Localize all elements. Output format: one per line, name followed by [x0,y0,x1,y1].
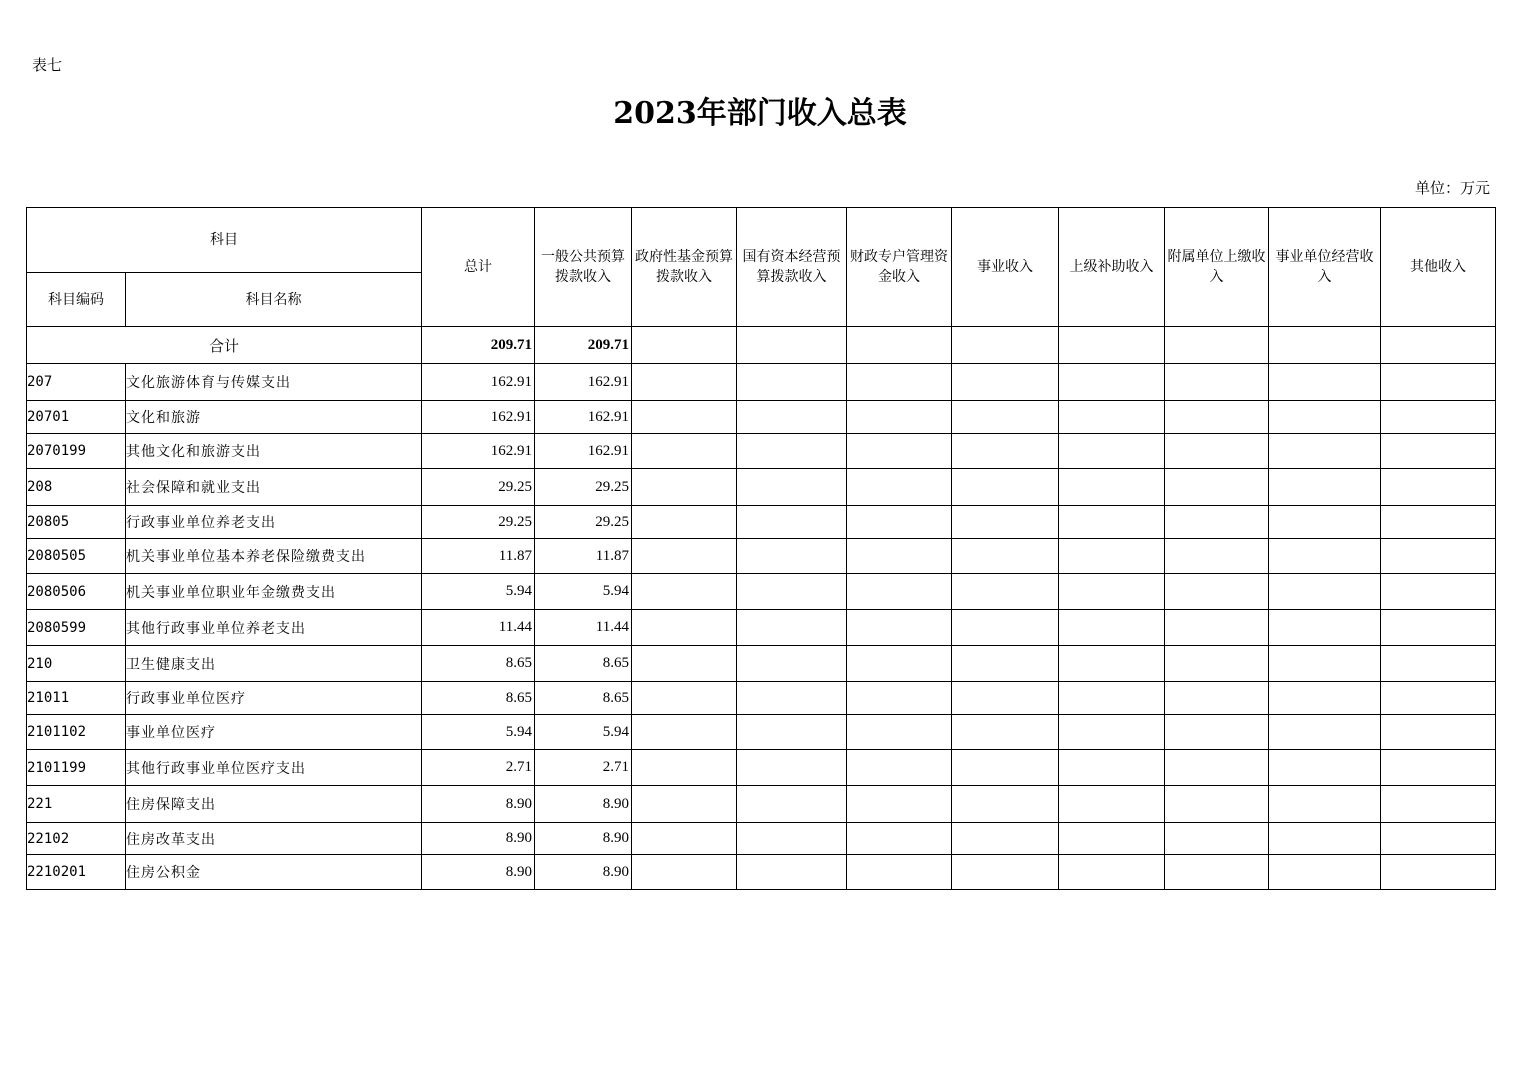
empty-cell [1059,610,1165,646]
empty-cell [952,469,1059,506]
table-body [27,327,1496,890]
header-business-income: 事业收入 [952,208,1059,327]
empty-cell [1269,574,1381,610]
empty-cell [1165,855,1269,890]
row-name: 行政事业单位养老支出 [126,506,422,539]
row-code: 2070199 [27,434,126,469]
empty-cell [1269,327,1381,364]
empty-cell [1269,539,1381,574]
row-name: 卫生健康支出 [126,646,422,682]
empty-cell [952,786,1059,823]
row-general-budget: 29.25 [535,469,632,506]
row-code: 2080599 [27,610,126,646]
row-name: 机关事业单位基本养老保险缴费支出 [126,539,422,574]
row-general-budget: 2.71 [535,750,632,786]
row-total: 11.87 [422,539,535,574]
empty-cell [1269,682,1381,715]
empty-cell [632,750,737,786]
table-row [27,682,1496,715]
empty-cell [737,646,847,682]
empty-cell [1165,786,1269,823]
row-general-budget: 162.91 [535,434,632,469]
empty-cell [847,610,952,646]
total-label: 合计 [27,327,422,364]
empty-cell [847,750,952,786]
empty-cell [847,506,952,539]
row-total: 2.71 [422,750,535,786]
empty-cell [847,574,952,610]
empty-cell [1269,401,1381,434]
empty-cell [632,434,737,469]
empty-cell [1059,469,1165,506]
empty-cell [1381,823,1496,855]
empty-cell [1165,646,1269,682]
empty-cell [1059,327,1165,364]
row-total: 8.90 [422,823,535,855]
empty-cell [1059,823,1165,855]
empty-cell [847,364,952,401]
header-general-budget: 一般公共预算拨款收入 [535,208,632,327]
header-special-account: 财政专户管理资金收入 [847,208,952,327]
empty-cell [847,539,952,574]
empty-cell [737,539,847,574]
empty-cell [737,469,847,506]
table-row [27,469,1496,506]
empty-cell [632,682,737,715]
empty-cell [1059,715,1165,750]
empty-cell [1165,401,1269,434]
row-total: 8.65 [422,682,535,715]
row-name: 事业单位医疗 [126,715,422,750]
empty-cell [1165,434,1269,469]
empty-cell [1381,786,1496,823]
empty-cell [1059,855,1165,890]
empty-cell [1269,469,1381,506]
empty-cell [1059,539,1165,574]
empty-cell [737,823,847,855]
empty-cell [1165,750,1269,786]
header-other-income: 其他收入 [1381,208,1496,327]
empty-cell [737,327,847,364]
row-total: 29.25 [422,506,535,539]
empty-cell [1059,750,1165,786]
empty-cell [1165,327,1269,364]
empty-cell [1381,327,1496,364]
header-total: 总计 [422,208,535,327]
header-subject-name: 科目名称 [126,273,422,327]
total-amount: 209.71 [422,327,535,364]
empty-cell [847,469,952,506]
empty-cell [1381,646,1496,682]
header-gov-fund: 政府性基金预算拨款收入 [632,208,737,327]
table-row [27,823,1496,855]
empty-cell [952,855,1059,890]
empty-cell [1269,646,1381,682]
row-general-budget: 11.44 [535,610,632,646]
empty-cell [737,750,847,786]
row-code: 2210201 [27,855,126,890]
empty-cell [1269,823,1381,855]
empty-cell [1381,715,1496,750]
empty-cell [1059,364,1165,401]
empty-cell [632,823,737,855]
table-row [27,434,1496,469]
row-general-budget: 29.25 [535,506,632,539]
table-row [27,610,1496,646]
empty-cell [847,682,952,715]
row-total: 162.91 [422,401,535,434]
table-row [27,786,1496,823]
empty-cell [952,574,1059,610]
row-name: 其他行政事业单位养老支出 [126,610,422,646]
empty-cell [632,786,737,823]
empty-cell [1381,855,1496,890]
row-general-budget: 162.91 [535,364,632,401]
total-general-budget: 209.71 [535,327,632,364]
income-table [26,207,1496,890]
empty-cell [737,610,847,646]
empty-cell [1059,401,1165,434]
empty-cell [1381,539,1496,574]
row-total: 29.25 [422,469,535,506]
row-general-budget: 8.65 [535,646,632,682]
table-row [27,364,1496,401]
empty-cell [1269,434,1381,469]
empty-cell [952,610,1059,646]
row-general-budget: 8.65 [535,682,632,715]
empty-cell [632,401,737,434]
row-code: 21011 [27,682,126,715]
table-row [27,401,1496,434]
row-general-budget: 5.94 [535,574,632,610]
table-row [27,539,1496,574]
row-code: 2101199 [27,750,126,786]
row-name: 其他文化和旅游支出 [126,434,422,469]
empty-cell [1269,750,1381,786]
row-total: 8.65 [422,646,535,682]
header-state-capital: 国有资本经营预算拨款收入 [737,208,847,327]
empty-cell [847,327,952,364]
header-operating-income: 事业单位经营收入 [1269,208,1381,327]
row-name: 社会保障和就业支出 [126,469,422,506]
empty-cell [632,574,737,610]
empty-cell [847,855,952,890]
empty-cell [737,855,847,890]
empty-cell [737,506,847,539]
row-name: 其他行政事业单位医疗支出 [126,750,422,786]
empty-cell [632,364,737,401]
row-total: 5.94 [422,715,535,750]
empty-cell [1381,364,1496,401]
table-row [27,506,1496,539]
table-number: 表七 [32,56,63,74]
empty-cell [1381,610,1496,646]
empty-cell [952,434,1059,469]
row-name: 机关事业单位职业年金缴费支出 [126,574,422,610]
empty-cell [1381,574,1496,610]
row-general-budget: 162.91 [535,401,632,434]
empty-cell [632,539,737,574]
empty-cell [952,327,1059,364]
empty-cell [632,469,737,506]
empty-cell [1381,682,1496,715]
row-total: 162.91 [422,364,535,401]
total-row [27,327,1496,364]
table-row [27,574,1496,610]
header-subject-code: 科目编码 [27,273,126,327]
row-code: 2080505 [27,539,126,574]
empty-cell [1059,682,1165,715]
row-general-budget: 5.94 [535,715,632,750]
unit-label: 单位：万元 [1414,179,1490,197]
empty-cell [632,327,737,364]
row-name: 行政事业单位医疗 [126,682,422,715]
row-general-budget: 11.87 [535,539,632,574]
empty-cell [952,715,1059,750]
empty-cell [1269,610,1381,646]
empty-cell [1059,646,1165,682]
row-general-budget: 8.90 [535,855,632,890]
empty-cell [737,682,847,715]
empty-cell [632,610,737,646]
empty-cell [1165,823,1269,855]
empty-cell [952,506,1059,539]
empty-cell [847,646,952,682]
empty-cell [1165,364,1269,401]
empty-cell [1165,574,1269,610]
empty-cell [1269,715,1381,750]
empty-cell [632,506,737,539]
table-row [27,646,1496,682]
empty-cell [847,401,952,434]
table-row [27,855,1496,890]
row-name: 文化旅游体育与传媒支出 [126,364,422,401]
empty-cell [952,401,1059,434]
page-title: 2023年部门收入总表 [613,96,907,131]
row-general-budget: 8.90 [535,823,632,855]
empty-cell [1269,786,1381,823]
empty-cell [632,646,737,682]
empty-cell [1059,786,1165,823]
empty-cell [737,574,847,610]
table-row [27,715,1496,750]
empty-cell [1059,506,1165,539]
empty-cell [632,715,737,750]
empty-cell [847,823,952,855]
row-total: 8.90 [422,786,535,823]
empty-cell [952,750,1059,786]
table-row [27,750,1496,786]
empty-cell [1269,506,1381,539]
empty-cell [1165,469,1269,506]
empty-cell [1165,715,1269,750]
row-total: 11.44 [422,610,535,646]
empty-cell [1165,506,1269,539]
row-code: 22102 [27,823,126,855]
empty-cell [1381,401,1496,434]
empty-cell [952,823,1059,855]
header-superior-subsidy: 上级补助收入 [1059,208,1165,327]
row-total: 8.90 [422,855,535,890]
row-total: 162.91 [422,434,535,469]
row-code: 221 [27,786,126,823]
row-name: 住房保障支出 [126,786,422,823]
empty-cell [1059,574,1165,610]
empty-cell [737,401,847,434]
empty-cell [1381,750,1496,786]
row-code: 2080506 [27,574,126,610]
row-code: 207 [27,364,126,401]
empty-cell [847,786,952,823]
empty-cell [952,364,1059,401]
empty-cell [1165,682,1269,715]
empty-cell [1269,364,1381,401]
empty-cell [952,539,1059,574]
empty-cell [1165,539,1269,574]
row-name: 文化和旅游 [126,401,422,434]
empty-cell [737,786,847,823]
empty-cell [1165,610,1269,646]
empty-cell [1269,855,1381,890]
row-code: 20701 [27,401,126,434]
row-name: 住房改革支出 [126,823,422,855]
empty-cell [847,715,952,750]
empty-cell [737,434,847,469]
empty-cell [632,855,737,890]
row-code: 20805 [27,506,126,539]
row-code: 2101102 [27,715,126,750]
empty-cell [1381,506,1496,539]
empty-cell [1381,434,1496,469]
header-subject: 科目 [27,208,422,273]
header-affiliated-income: 附属单位上缴收入 [1165,208,1269,327]
empty-cell [847,434,952,469]
row-code: 210 [27,646,126,682]
row-name: 住房公积金 [126,855,422,890]
empty-cell [737,715,847,750]
row-general-budget: 8.90 [535,786,632,823]
empty-cell [952,646,1059,682]
empty-cell [737,364,847,401]
row-total: 5.94 [422,574,535,610]
empty-cell [952,682,1059,715]
empty-cell [1381,469,1496,506]
empty-cell [1059,434,1165,469]
row-code: 208 [27,469,126,506]
